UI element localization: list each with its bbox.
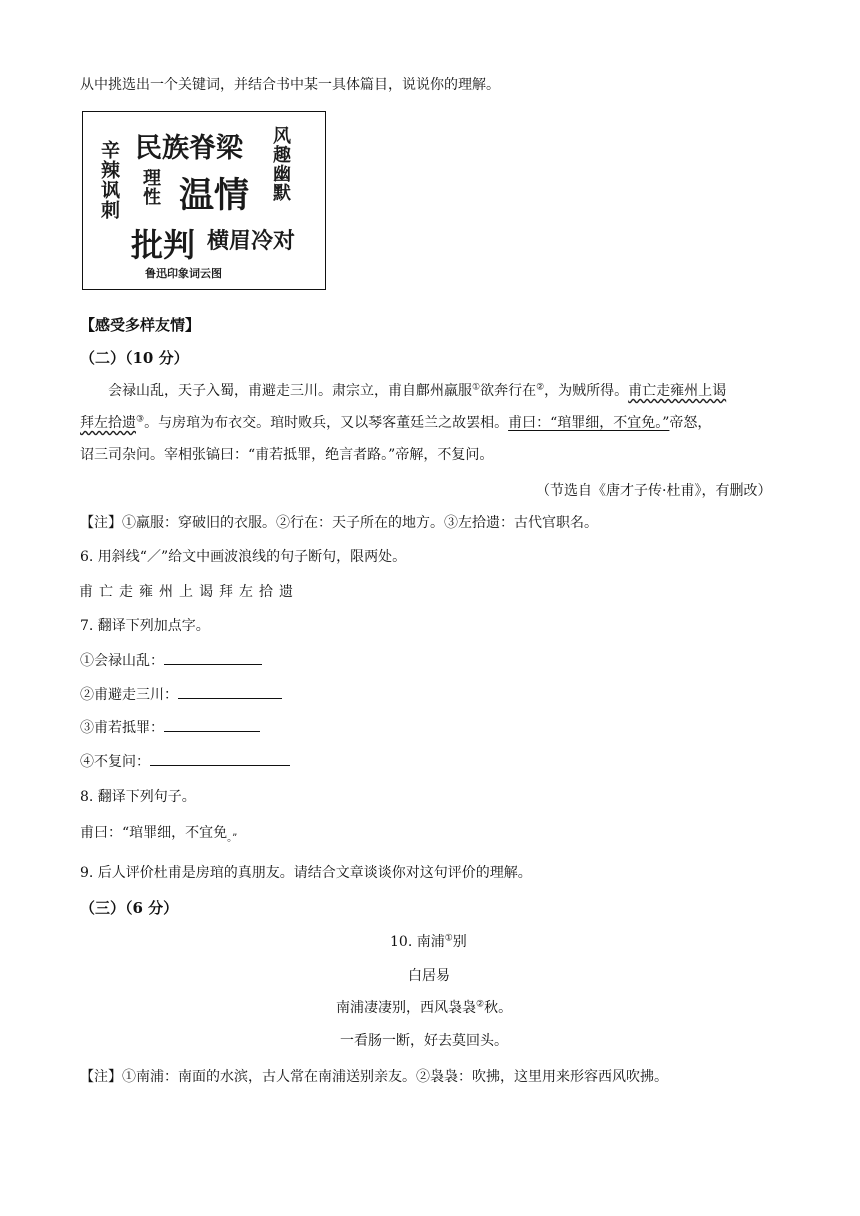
cloud-word-minzu: 民族脊梁 [135, 133, 243, 164]
q7-item-label: ②甫避走三川： [80, 687, 178, 703]
underlined-sentence: 甫曰：“琯罪细，不宜免。” [508, 415, 670, 431]
footnote-mark: ③ [136, 414, 145, 425]
wavy-underlined-sentence: 甫亡走雍州上谒 [628, 383, 727, 399]
question-9: 9. 后人评价杜甫是房琯的真朋友。请结合文章谈谈你对这句评价的理解。 [80, 865, 532, 881]
cloud-word-xinla: 辛辣讽刺 [98, 140, 120, 220]
part2-title: （二）（10 分） [80, 349, 189, 367]
answer-blank[interactable] [164, 717, 260, 732]
q6-char: 谒 [199, 584, 213, 600]
passage-source: （节选自《唐才子传·杜甫》，有删改） [536, 483, 772, 499]
cloud-word-hengmei: 横眉冷对 [207, 229, 296, 254]
poem-text: 南浦凄凄别，西风袅袅 [336, 1000, 476, 1016]
q7-item-label: ①会禄山乱： [80, 653, 164, 669]
cloud-word-wenqing: 温情 [179, 176, 250, 216]
q6-char: 拜 [219, 584, 233, 600]
q7-item-4 [80, 751, 290, 771]
footnote-mark: ② [536, 382, 545, 393]
q6-char: 甫 [79, 584, 93, 600]
q8-sentence-end: 。” [227, 833, 238, 844]
passage-text: 欲奔行在 [480, 383, 537, 399]
q7-item-1 [80, 650, 262, 670]
q6-char: 州 [159, 584, 173, 600]
question-8: 8. 翻译下列句子。 [80, 789, 196, 805]
section-heading: 【感受多样友情】 [80, 316, 201, 334]
poem-author: 白居易 [408, 968, 450, 984]
q6-char-row [76, 581, 296, 601]
answer-blank[interactable] [150, 751, 290, 766]
q6-char: 走 [119, 584, 133, 600]
part2-note: 【注】①羸服：穿破旧的衣服。②行在：天子所在的地方。③左拾遗：古代官职名。 [80, 515, 598, 531]
footnote-mark: ② [476, 999, 485, 1010]
q7-item-2 [80, 684, 282, 704]
footnote-mark: ① [472, 382, 481, 393]
passage-text: ，为贼所得。 [544, 383, 629, 399]
answer-blank[interactable] [164, 650, 262, 665]
intro-instruction: 从中挑选出一个关键词，并结合书中某一具体篇目，说说你的理解。 [80, 77, 500, 93]
q7-item-3 [80, 717, 260, 737]
answer-blank[interactable] [178, 684, 282, 699]
footnote-mark: ① [444, 933, 453, 944]
cloud-caption: 鲁迅印象词云图 [145, 267, 222, 280]
word-cloud-image [82, 111, 326, 290]
passage-text: 。与房琯为布衣交。琯时败兵，又以琴客董廷兰之故罢相。 [144, 415, 509, 431]
wavy-underlined-sentence: 拜左拾遗 [80, 415, 136, 431]
q6-char: 拾 [259, 584, 273, 600]
passage-line-2 [80, 412, 711, 432]
q7-item-label: ④不复问： [80, 754, 150, 770]
q8-sentence [80, 822, 237, 844]
q6-char: 雍 [139, 584, 153, 600]
question-6: 6. 用斜线“／”给文中画波浪线的句子断句，限两处。 [80, 549, 407, 565]
q6-char: 上 [179, 584, 193, 600]
cloud-word-lixing: 理性 [140, 168, 161, 206]
poem-text: 秋。 [484, 1000, 513, 1016]
passage-text: 会禄山乱，天子入蜀，甫避走三川。肃宗立，甫自鄜州羸服 [108, 383, 472, 399]
poem-title [390, 931, 467, 951]
poem-title-text: 10. 南浦 [390, 934, 445, 950]
cloud-word-fengqu: 风趣幽默 [270, 126, 291, 202]
passage-line-3: 诏三司杂问。宰相张镐曰：“甫若抵罪，绝言者路。”帝解，不复问。 [80, 447, 494, 463]
poem-line-1 [336, 997, 512, 1017]
q7-item-label: ③甫若抵罪： [80, 720, 164, 736]
passage-text: 帝怒， [669, 415, 712, 431]
part3-title: （三）（6 分） [80, 899, 179, 917]
cloud-word-pipan: 批判 [131, 226, 196, 264]
q6-char: 左 [239, 584, 253, 600]
part3-note: 【注】①南浦：南面的水滨，古人常在南浦送别亲友。②袅袅：吹拂，这里用来形容西风吹拂。 [80, 1069, 668, 1085]
poem-line-2: 一看肠一断，好去莫回头。 [340, 1033, 508, 1049]
passage-line-1 [108, 380, 726, 400]
q6-char: 亡 [99, 584, 113, 600]
poem-title-text: 别 [452, 934, 467, 950]
q6-char: 遗 [279, 584, 293, 600]
q8-sentence-text: 甫曰：“琯罪细，不宜免 [80, 825, 228, 841]
question-7: 7. 翻译下列加点字。 [80, 618, 210, 634]
